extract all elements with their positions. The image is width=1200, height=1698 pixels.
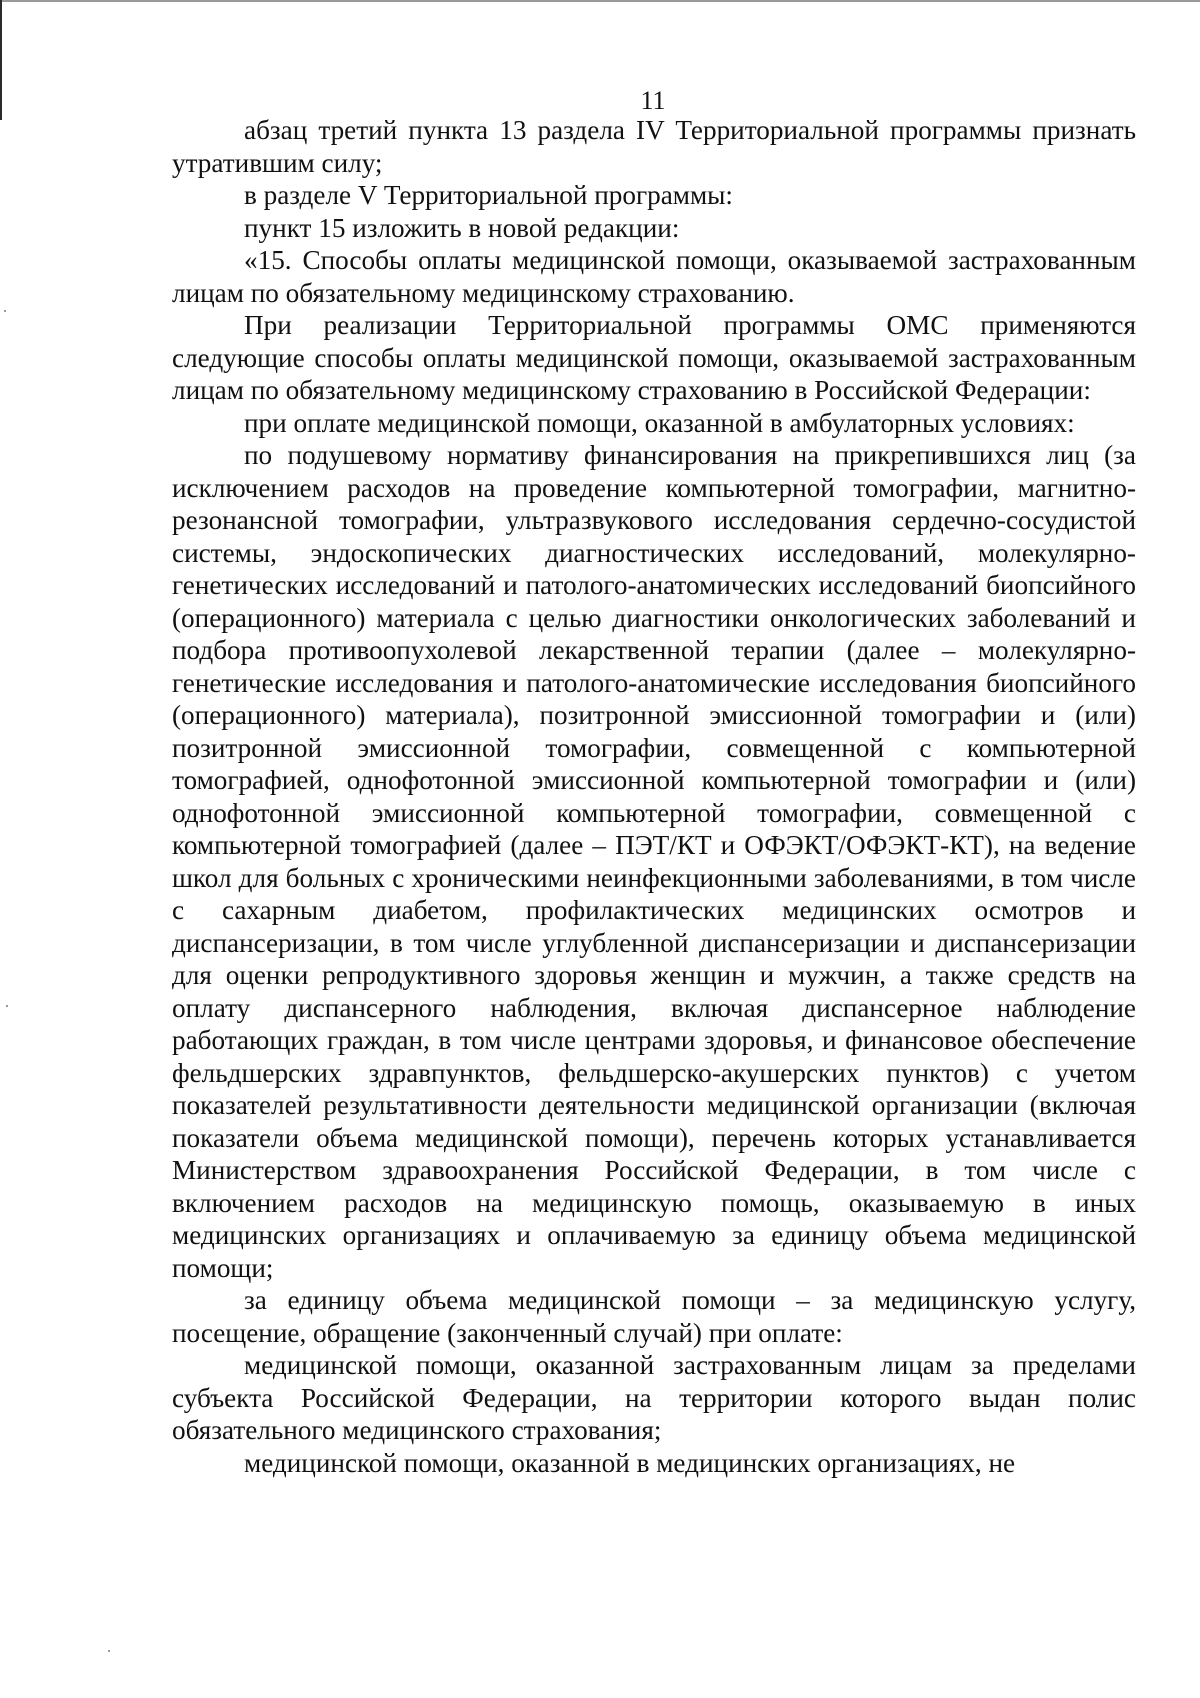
paragraph: за единицу объема медицинской помощи – за медицинскую услугу, посещение, обращение (законченный случай) при оплате: (172, 1285, 1136, 1348)
paragraph: пункт 15 изложить в новой редакции: (244, 212, 680, 243)
scan-speck (108, 1650, 110, 1652)
scan-speck (4, 310, 6, 312)
paragraph: абзац третий пункта 13 раздела IV Территориальной программы признать утратившим силу; (172, 115, 1136, 178)
paragraph: в разделе V Территориальной программы: (244, 180, 733, 210)
paragraph: медицинской помощи, оказанной в медицинских организациях, не (244, 1447, 1016, 1478)
paragraph: При реализации Территориальной программы ОМС применяются следующие способы оплаты медицинской помощи, оказываемой застрахованным лицам по обязательному медицинскому страхованию в Российской Федерации: (172, 310, 1136, 405)
scan-speck (6, 1005, 8, 1007)
paragraph: по подушевому нормативу финансирования на прикрепившихся лиц (за исключением расходов на проведение компьютерной томографии, магнитно-резонансной томографии, ультразвукового исследования сердечно-сосудистой системы, эндоскопических диагностических исследований, молекулярно-генетических исследований и патолого-анатомических исследований биопсийного (операционного) материала с целью диагностики онкологических заболеваний и подбора противоопухолевой лекарственной терапии (далее – молекулярно-генетические исследования и патолого-анатомические исследования биопсийного (операционного) материала), позитронной эмиссионной томографии и (или) позитронной эмиссионной томографии, совмещенной с компьютерной томографией, однофотонной эмиссионной компьютерной томографии и (или) однофотонной эмиссионной компьютерной томографии, совмещенной с компьютерной томографией (далее – ПЭТ/КТ и ОФЭКТ/ОФЭКТ-КТ), на ведение школ для больных с хроническими неинфекционными заболеваниями, в том числе с сахарным диабетом, профилактических медицинских осмотров и диспансеризации, в том числе углубленной диспансеризации и диспансеризации для оценки репродуктивного здоровья женщин и мужчин, а также средств на оплату диспансерного наблюдения, включая диспансерное наблюдение работающих граждан, в том числе центрами здоровья, и финансовое обеспечение фельдшерских здравпунктов, фельдшерско-акушерских пунктов) с учетом показателей результативности деятельности медицинской организации (включая показатели объема медицинской помощи), перечень которых устанавливается Министерством здравоохранения Российской Федерации, в том числе с включением расходов на медицинскую помощь, оказываемую в иных медицинских организациях и оплачиваемую за единицу объема медицинской помощи; (172, 440, 1136, 1283)
scan-top-edge (0, 0, 1200, 2)
paragraph: при оплате медицинской помощи, оказанной в амбулаторных условиях: (244, 407, 1075, 438)
paragraph: «15. Способы оплаты медицинской помощи, оказываемой застрахованным лицам по обязательному медицинскому страхованию. (172, 245, 1136, 308)
paragraph: медицинской помощи, оказанной застрахованным лицам за пределами субъекта Российской Федерации, на территории которого выдан полис обязательного медицинского страхования; (172, 1350, 1136, 1445)
document-body (172, 114, 1136, 1479)
page-number: 11 (640, 86, 666, 115)
